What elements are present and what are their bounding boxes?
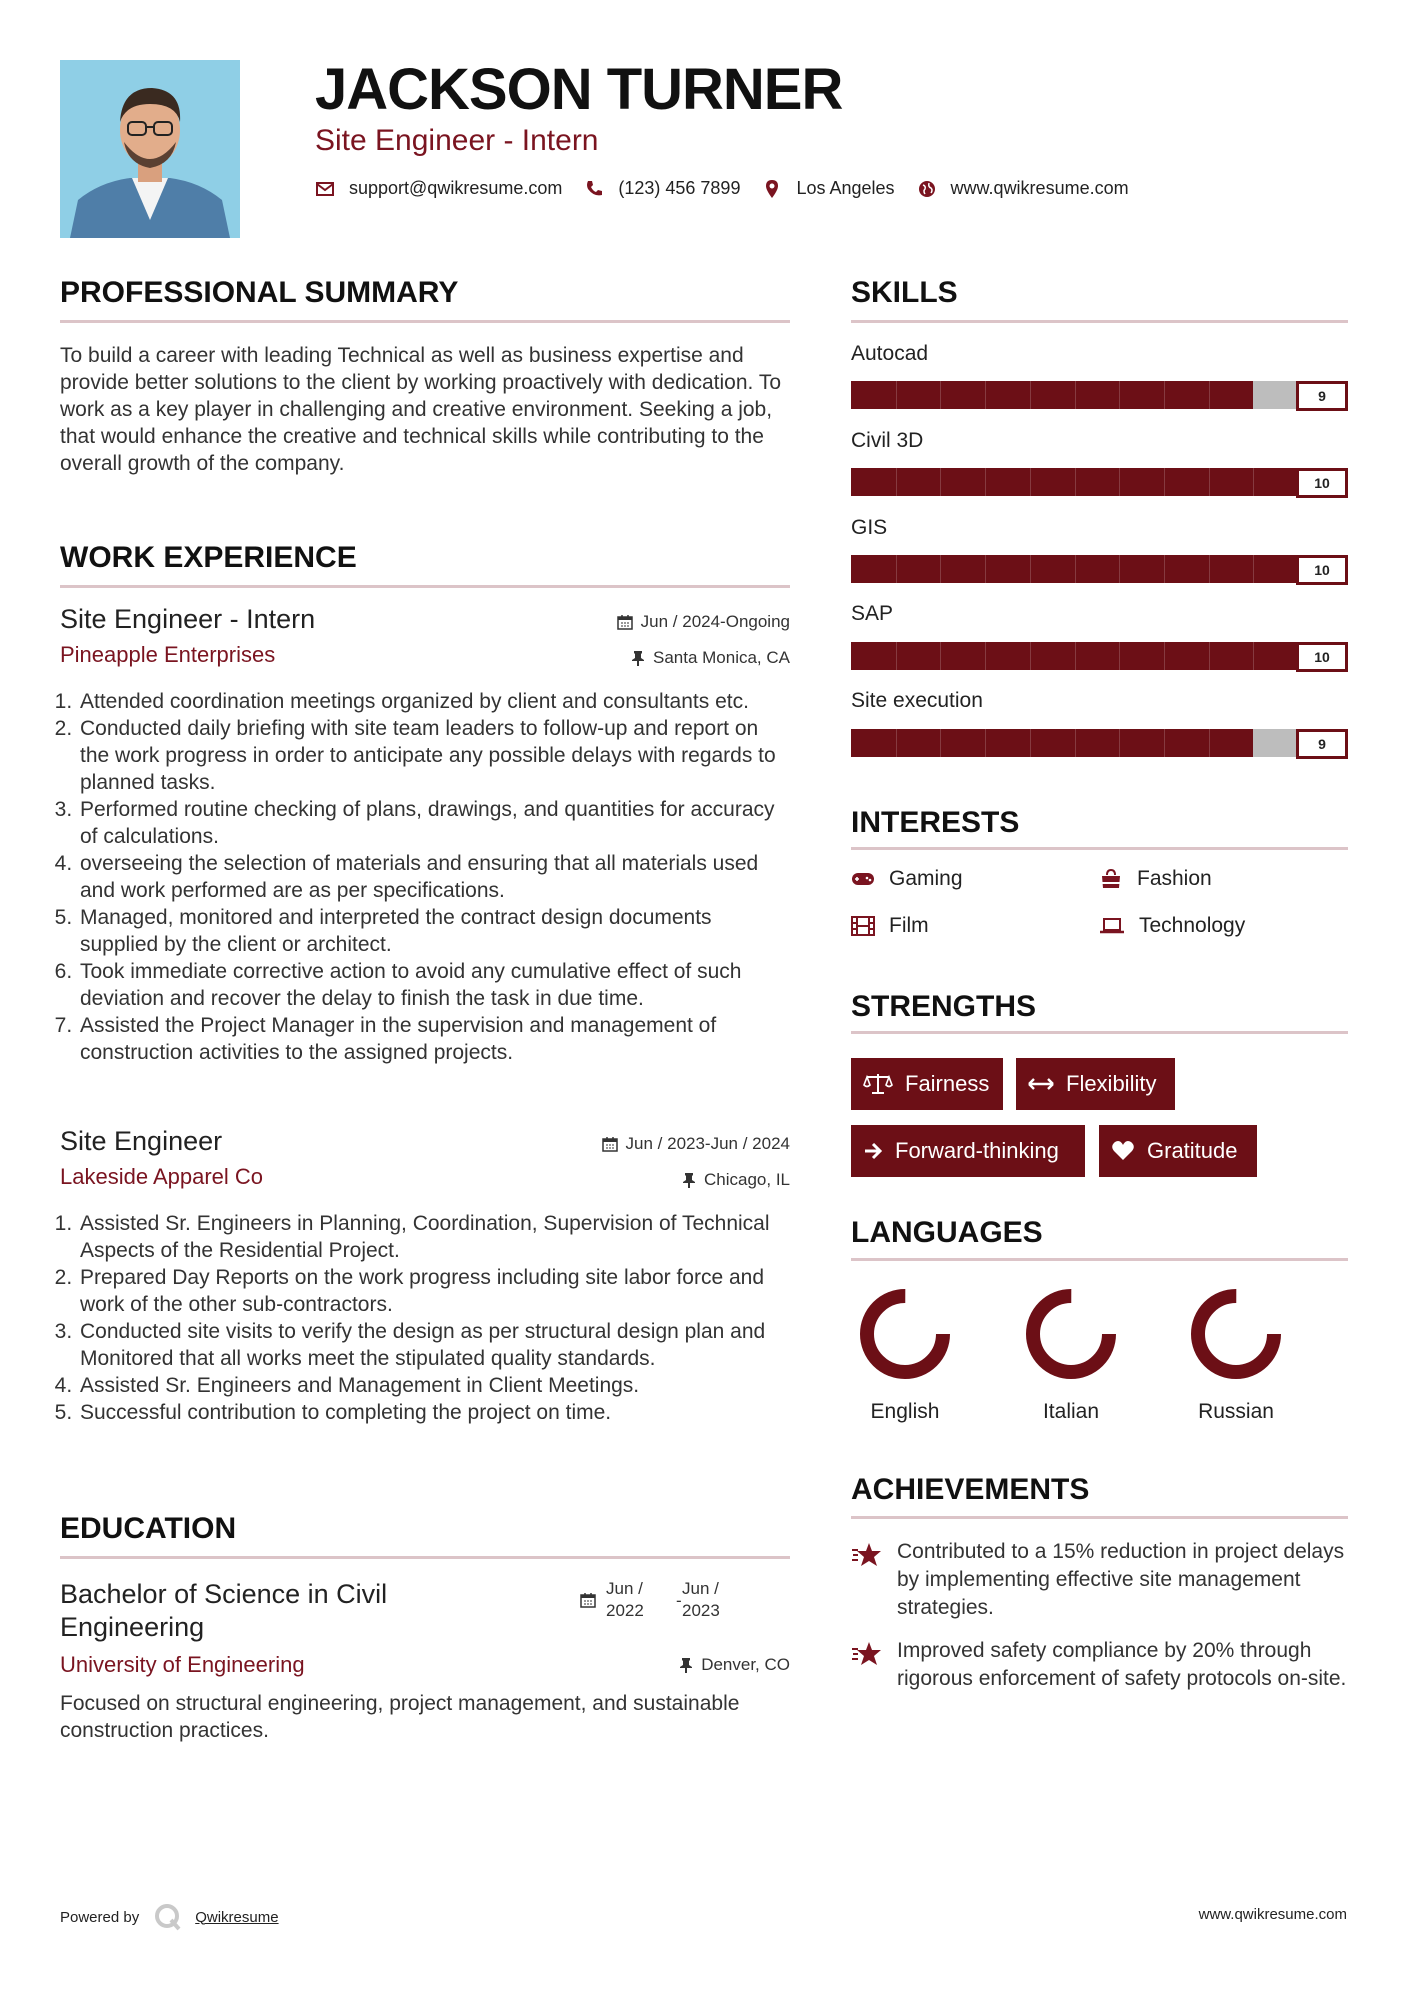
- footer-url[interactable]: www.qwikresume.com: [1198, 1906, 1347, 1923]
- education-location: [679, 1655, 790, 1675]
- interests-heading: INTERESTS: [851, 806, 1020, 839]
- skill-bar-segment: [985, 642, 986, 670]
- calendar-icon: [617, 614, 633, 630]
- interest-item: [851, 914, 929, 938]
- interest-label: Technology: [1139, 914, 1246, 937]
- skill-bar-segment: [896, 468, 897, 496]
- skill-bar-segment: [1075, 381, 1076, 409]
- skill-bar-segment: [1119, 468, 1120, 496]
- interest-item: [1099, 867, 1212, 891]
- skill-bar-segment: [1164, 555, 1165, 583]
- skill-bar-segment: [1209, 381, 1210, 409]
- skill-bar-segment: [940, 729, 941, 757]
- skill-bar-segment: [1119, 642, 1120, 670]
- summary-divider: [60, 320, 790, 323]
- skill-bar-segment: [1253, 642, 1254, 670]
- gamepad-icon: [851, 871, 875, 887]
- job-title: Site Engineer - Intern: [60, 604, 316, 634]
- language-level-ring: [859, 1288, 951, 1380]
- strengths-heading: STRENGTHS: [851, 990, 1037, 1023]
- achievement-text: Improved safety compliance by 20% through rigorous enforcement of safety protocols on-site.: [897, 1639, 1347, 1690]
- skill-label: Civil 3D: [851, 429, 924, 452]
- candidate-role: Site Engineer - Intern: [315, 124, 599, 157]
- skill-bar-segment: [896, 642, 897, 670]
- languages-divider: [851, 1258, 1348, 1261]
- phone-icon: [584, 179, 604, 199]
- education-heading: EDUCATION: [60, 1512, 237, 1545]
- skill-bar-segment: [1119, 729, 1120, 757]
- education-end: [682, 1578, 720, 1622]
- skills-heading: SKILLS: [851, 276, 958, 309]
- education-dates: [580, 1578, 720, 1622]
- interest-item: [851, 867, 963, 891]
- interest-label: Film: [889, 914, 929, 937]
- achievements-divider: [851, 1516, 1348, 1519]
- language-level-ring: [1025, 1288, 1117, 1380]
- skill-bar-segment: [1030, 642, 1031, 670]
- experience-heading: WORK EXPERIENCE: [60, 541, 357, 574]
- profile-photo: [60, 60, 240, 238]
- globe-icon: [917, 179, 937, 199]
- skill-score: 9: [1296, 381, 1348, 411]
- job-location: [682, 1170, 790, 1190]
- language-level-arc: [1033, 1296, 1109, 1372]
- achievement-item: [851, 1538, 1348, 1622]
- arrow-right-icon: [863, 1141, 883, 1161]
- skill-bar-segment: [940, 381, 941, 409]
- education-start-year: 2022: [606, 1601, 644, 1620]
- skill-label: Autocad: [851, 342, 929, 365]
- education-school: University of Engineering: [60, 1652, 305, 1677]
- skill-bar-segment: [896, 555, 897, 583]
- skill-bar: [851, 729, 1298, 757]
- laptop-icon: [1099, 917, 1125, 935]
- list-item: 1. Attended coordination meetings organized by client and consultants etc.: [78, 688, 790, 715]
- footer-powered: [60, 1902, 279, 1932]
- job-entry: [60, 604, 790, 1066]
- language-label: English: [870, 1400, 940, 1423]
- languages-heading: LANGUAGES: [851, 1216, 1043, 1249]
- pushpin-icon: [679, 1657, 693, 1673]
- strength-chip: [1016, 1058, 1175, 1110]
- skill-bar: [851, 381, 1298, 409]
- language-label: Italian: [1042, 1400, 1100, 1423]
- list-item: 4. overseeing the selection of materials and ensuring that all materials used and work performed are as per specifications.: [78, 850, 790, 904]
- skill-bar-segment: [1030, 729, 1031, 757]
- skill-bar-segment: [1164, 729, 1165, 757]
- list-item: 5. Successful contribution to completing the project on time.: [78, 1399, 790, 1426]
- skill-label: GIS: [851, 516, 888, 539]
- education-location-text: Denver, CO: [701, 1655, 790, 1674]
- education-divider: [60, 1556, 790, 1559]
- job-company: Pineapple Enterprises: [60, 642, 276, 667]
- list-item: 7. Assisted the Project Manager in the supervision and management of construction activities to the assigned projects.: [78, 1012, 790, 1066]
- achievements-heading: ACHIEVEMENTS: [851, 1473, 1090, 1506]
- skill-bar-segment: [1209, 555, 1210, 583]
- list-item: 6. Took immediate corrective action to avoid any cumulative effect of such deviation and recover the delay to finish the task in due time.: [78, 958, 790, 1012]
- skill-bar-segment: [985, 555, 986, 583]
- job-title: Site Engineer: [60, 1126, 223, 1156]
- interest-item: [1099, 914, 1245, 938]
- job-dates: [602, 1134, 790, 1154]
- job-responsibilities: [60, 1210, 790, 1426]
- star-icon: [851, 1542, 883, 1568]
- skill-bar-fill: [851, 729, 1253, 757]
- list-item: 2. Prepared Day Reports on the work progress including site labor force and work of the other sub-contractors.: [78, 1264, 790, 1318]
- summary-text: To build a career with leading Technical as well as business expertise and provide better solutions to the client by working proactively with dedication. To work as a key player in challenging and creative environment. Seeking a job, that would enhance the creative and technical skills while contributing to the overall growth of the company.: [60, 344, 782, 475]
- list-item: 4. Assisted Sr. Engineers and Management in Client Meetings.: [78, 1372, 790, 1399]
- strength-chip: [1099, 1125, 1257, 1177]
- skill-bar-segment: [1030, 468, 1031, 496]
- list-item: 2. Conducted daily briefing with site team leaders to follow-up and report on the work progress in order to anticipate any possible delays with regards to planned tasks.: [78, 715, 790, 796]
- contact-location: Los Angeles: [796, 178, 895, 198]
- skill-bar-segment: [985, 468, 986, 496]
- skill-bar: [851, 468, 1298, 496]
- skill-bar-fill: [851, 381, 1253, 409]
- skill-score: 10: [1296, 555, 1348, 585]
- language-level-arc: [867, 1296, 943, 1372]
- list-item: 3. Conducted site visits to verify the design as per structural design plan and Monitored that all works meet the stipulated quality standards.: [78, 1318, 790, 1372]
- powered-by-label: Powered by: [60, 1908, 140, 1926]
- skill-bar-segment: [1030, 381, 1031, 409]
- education-end-month: Jun /: [682, 1579, 719, 1598]
- skill-bar-segment: [1164, 381, 1165, 409]
- job-location-text: Santa Monica, CA: [652, 648, 790, 667]
- calendar-icon: [580, 1592, 596, 1608]
- strength-label: Gratitude: [1147, 1138, 1238, 1163]
- education-description: Focused on structural engineering, project management, and sustainable construction practices.: [60, 1692, 740, 1742]
- education-date-dash: -: [676, 1591, 682, 1610]
- arrows-horizontal-icon: [1028, 1077, 1054, 1091]
- skill-bar-segment: [1075, 642, 1076, 670]
- skill-bar-segment: [896, 381, 897, 409]
- pushpin-icon: [631, 650, 645, 666]
- strength-chip: [851, 1125, 1085, 1177]
- interest-label: Fashion: [1137, 867, 1212, 890]
- footer-brand-link[interactable]: Qwikresume: [195, 1908, 279, 1926]
- qwikresume-logo-icon: [153, 1902, 183, 1932]
- job-responsibilities: [60, 688, 790, 1066]
- strength-label: Flexibility: [1066, 1071, 1157, 1096]
- envelope-icon: [315, 179, 335, 199]
- achievement-item: [851, 1637, 1348, 1693]
- film-icon: [851, 916, 875, 936]
- interest-label: Gaming: [889, 867, 963, 890]
- skill-label: SAP: [851, 602, 894, 625]
- skill-bar-segment: [1253, 468, 1254, 496]
- map-marker-icon: [762, 179, 782, 199]
- strength-label: Forward-thinking: [895, 1138, 1059, 1163]
- languages-list: [851, 1284, 1348, 1434]
- contact-email[interactable]: support@qwikresume.com: [349, 178, 563, 198]
- job-dates: [617, 612, 790, 632]
- skill-bar-segment: [1209, 642, 1210, 670]
- skill-label: Site execution: [851, 689, 983, 712]
- strength-chip: [851, 1058, 1003, 1110]
- list-item: 3. Performed routine checking of plans, drawings, and quantities for accuracy of calculations.: [78, 796, 790, 850]
- language-level-arc: [1198, 1296, 1274, 1372]
- skill-score: 9: [1296, 729, 1348, 759]
- skill-bar-segment: [896, 729, 897, 757]
- skill-score: 10: [1296, 642, 1348, 672]
- job-dates-text: Jun / 2024-Ongoing: [640, 612, 790, 631]
- education-degree: Bachelor of Science in Civil Engineering: [60, 1579, 388, 1642]
- skill-bar-segment: [940, 642, 941, 670]
- star-icon: [851, 1641, 883, 1667]
- skill-bar-segment: [1075, 468, 1076, 496]
- heart-icon: [1111, 1140, 1135, 1162]
- skill-bar-segment: [985, 381, 986, 409]
- skill-bar-segment: [1119, 555, 1120, 583]
- skill-bar-segment: [985, 729, 986, 757]
- job-location-text: Chicago, IL: [704, 1170, 790, 1189]
- skill-bar-segment: [1075, 555, 1076, 583]
- skill-bar-segment: [1030, 555, 1031, 583]
- job-company: Lakeside Apparel Co: [60, 1164, 264, 1189]
- language-label: Russian: [1198, 1400, 1274, 1423]
- skill-bar-segment: [1075, 729, 1076, 757]
- shopping-bag-icon: [1099, 868, 1123, 890]
- education-start-month: Jun /: [606, 1579, 643, 1598]
- contact-bar: [315, 178, 1151, 199]
- skill-bar-segment: [1164, 468, 1165, 496]
- list-item: 1. Assisted Sr. Engineers in Planning, Coordination, Supervision of Technical Aspects of the Residential Project.: [78, 1210, 790, 1264]
- contact-website[interactable]: www.qwikresume.com: [950, 178, 1129, 198]
- interests-divider: [851, 847, 1348, 850]
- skill-score: 10: [1296, 468, 1348, 498]
- skill-bar-segment: [1209, 729, 1210, 757]
- balance-scale-icon: [863, 1072, 893, 1096]
- list-item: 5. Managed, monitored and interpreted the contract design documents supplied by the client or architect.: [78, 904, 790, 958]
- job-entry: [60, 1126, 790, 1426]
- pushpin-icon: [682, 1172, 696, 1188]
- skill-bar: [851, 642, 1298, 670]
- achievement-text: Contributed to a 15% reduction in project delays by implementing effective site management strategies.: [897, 1540, 1345, 1619]
- skill-bar-segment: [1119, 381, 1120, 409]
- skill-bar-segment: [940, 555, 941, 583]
- language-level-ring: [1190, 1288, 1282, 1380]
- calendar-icon: [602, 1136, 618, 1152]
- skill-bar-segment: [1253, 555, 1254, 583]
- skills-divider: [851, 320, 1348, 323]
- skill-bar-segment: [1164, 642, 1165, 670]
- education-end-year: 2023: [682, 1601, 720, 1620]
- strength-label: Fairness: [905, 1071, 990, 1096]
- job-dates-text: Jun / 2023-Jun / 2024: [625, 1134, 790, 1153]
- skill-bar: [851, 555, 1298, 583]
- candidate-name: JACKSON TURNER: [315, 57, 843, 122]
- strengths-divider: [851, 1031, 1348, 1034]
- contact-phone[interactable]: (123) 456 7899: [618, 178, 741, 198]
- skill-bar-segment: [940, 468, 941, 496]
- summary-heading: PROFESSIONAL SUMMARY: [60, 276, 459, 309]
- job-location: [631, 648, 790, 668]
- education-start: [606, 1578, 676, 1622]
- experience-divider: [60, 585, 790, 588]
- skill-bar-segment: [1209, 468, 1210, 496]
